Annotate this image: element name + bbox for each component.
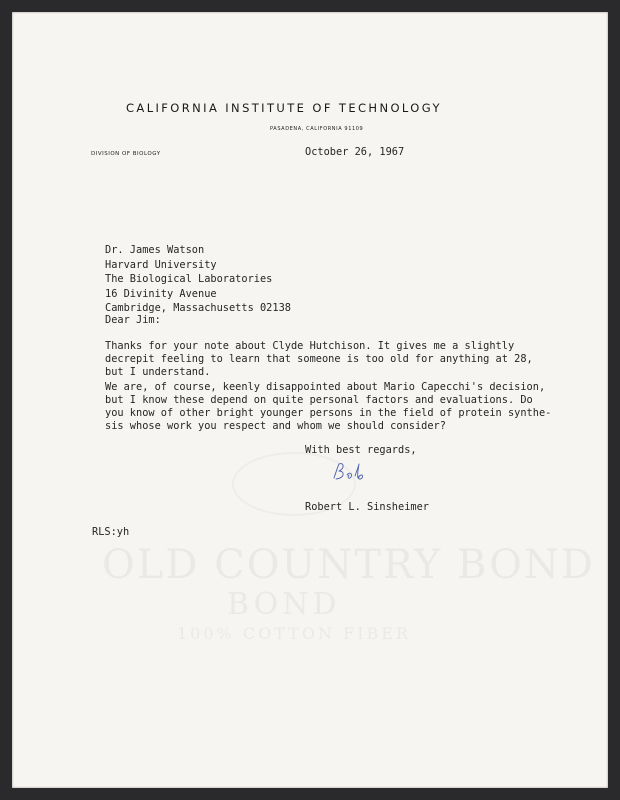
recipient-line: Harvard University — [105, 258, 217, 271]
handwritten-signature — [330, 460, 370, 486]
closing: With best regards, — [305, 444, 417, 456]
typist-initials: RLS:yh — [92, 526, 130, 538]
body-paragraph-1 — [105, 339, 533, 378]
letterhead-division: DIVISION OF BIOLOGY — [91, 151, 161, 157]
body-line: We are, of course, keenly disappointed about Mario Capecchi's decision, — [105, 381, 546, 393]
letterhead-address: PASADENA, CALIFORNIA 91109 — [270, 126, 364, 132]
body-line: decrepit feeling to learn that someone is too old for anything at 28, — [105, 352, 533, 365]
body-line: but I understand. — [105, 365, 211, 378]
watermark-line-2: BOND — [227, 587, 341, 622]
body-line: Thanks for your note about Clyde Hutchison. It gives me a slightly — [105, 340, 515, 352]
watermark-line-1: OLD COUNTRY BOND — [102, 542, 595, 588]
letter-date: October 26, 1967 — [305, 146, 405, 158]
recipient-address-block — [105, 243, 291, 316]
recipient-line: 16 Divinity Avenue — [105, 287, 217, 300]
body-paragraph-2 — [105, 380, 551, 432]
body-line: but I know these depend on quite personal factors and evaluations. Do — [105, 393, 533, 406]
letterhead-institution: CALIFORNIA INSTITUTE OF TECHNOLOGY — [126, 101, 442, 115]
recipient-line: Cambridge, Massachusetts 02138 — [105, 302, 291, 315]
salutation: Dear Jim: — [105, 314, 161, 326]
body-line: you know of other bright younger persons in the field of protein synthe- — [105, 406, 552, 419]
body-line: sis whose work you respect and whom we should consider? — [105, 419, 446, 432]
recipient-line: The Biological Laboratories — [105, 273, 273, 286]
watermark-line-3: 100% COTTON FIBER — [177, 624, 411, 643]
signer-name: Robert L. Sinsheimer — [305, 501, 429, 513]
recipient-line: Dr. James Watson — [105, 244, 205, 256]
letter-page — [12, 12, 608, 788]
